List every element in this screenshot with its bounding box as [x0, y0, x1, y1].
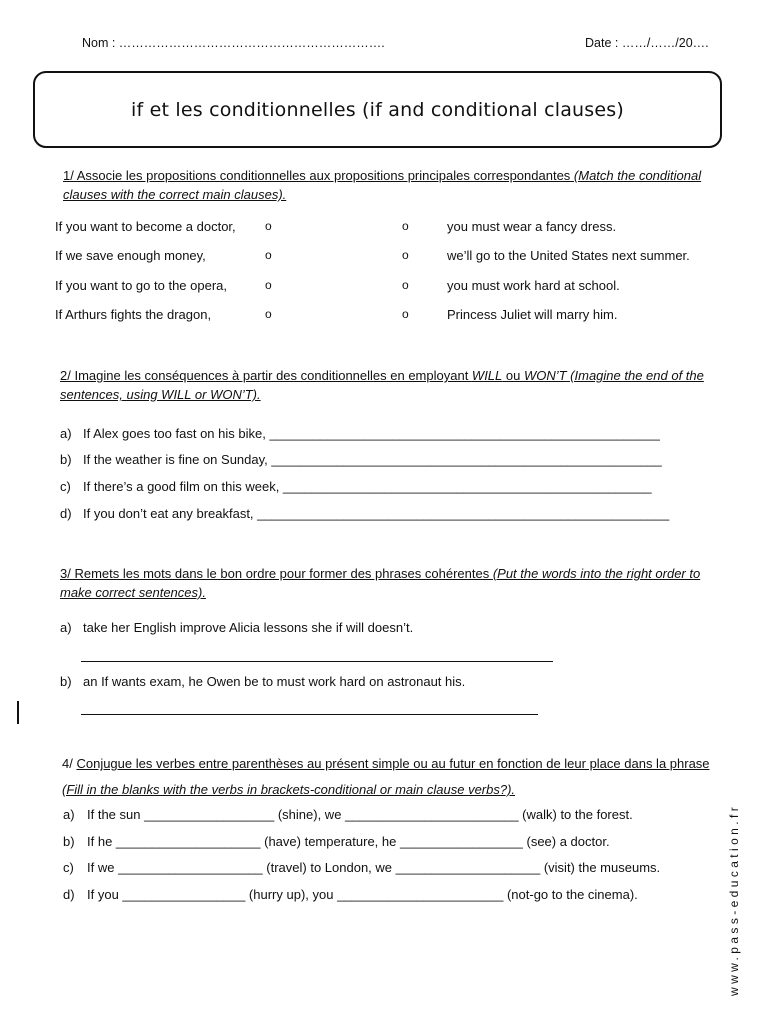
s2-item-b[interactable]: If the weather is fine on Sunday, ______________________________________________________ [83, 452, 662, 467]
s4-letter-c: c) [63, 860, 74, 875]
s2-letter-a: a) [60, 426, 72, 441]
s1-left-1: If you want to become a doctor, [55, 219, 236, 234]
s4-letter-d: d) [63, 887, 75, 902]
section4-instructions [62, 751, 727, 803]
section1-instructions [63, 166, 703, 204]
s4-item-d[interactable]: If you _________________ (hurry up), you _______________________ (not-go to the cinema). [87, 887, 638, 902]
s1-right-1: you must wear a fancy dress. [447, 219, 617, 234]
s1-right-bullet-3[interactable]: o [402, 278, 409, 292]
page-title: if et les conditionnelles (if and conditional clauses) [131, 98, 624, 121]
s4-letter-a: a) [63, 807, 75, 822]
s2-letter-b: b) [60, 452, 72, 467]
s1-right-bullet-4[interactable]: o [402, 307, 409, 321]
s1-left-bullet-4[interactable]: o [265, 307, 272, 321]
s1-right-4: Princess Juliet will marry him. [447, 307, 618, 322]
section3-instr-fr: 3/ Remets les mots dans le bon ordre pour former des phrases cohérentes [60, 566, 493, 581]
s3-answer-line-a[interactable] [81, 661, 553, 662]
section2-ou: ou [502, 368, 524, 383]
section2-instr-en: (Imagine the end of the sentences, using WILL or WON’T). [60, 368, 704, 402]
text-cursor [17, 701, 19, 724]
section1-instr-fr: 1/ Associe les propositions conditionnelles aux propositions principales correspondantes [63, 168, 574, 183]
title-box [33, 71, 722, 148]
s3-item-b: an If wants exam, he Owen be to must work hard on astronaut his. [83, 674, 466, 689]
s2-item-a[interactable]: If Alex goes too fast on his bike, ______________________________________________________ [83, 426, 660, 441]
name-field-label: Nom : ………………………………………………………. [82, 36, 385, 50]
section2-wont: WON’T [523, 368, 567, 383]
section3-instructions [60, 564, 725, 602]
s1-left-bullet-1[interactable]: o [265, 219, 272, 233]
s1-left-4: If Arthurs fights the dragon, [55, 307, 212, 322]
s1-right-2: we’ll go to the United States next summer. [447, 248, 690, 263]
section4-number: 4/ [62, 756, 77, 771]
s2-letter-c: c) [60, 479, 71, 494]
s1-left-bullet-2[interactable]: o [265, 248, 272, 262]
s1-left-2: If we save enough money, [55, 248, 206, 263]
s3-answer-line-b[interactable] [81, 714, 538, 715]
section2-instr-fr: 2/ Imagine les conséquences à partir des conditionnelles en employant [60, 368, 472, 383]
s3-letter-b: b) [60, 674, 72, 689]
s1-left-bullet-3[interactable]: o [265, 278, 272, 292]
s1-right-bullet-2[interactable]: o [402, 248, 409, 262]
section4-instr-fr: Conjugue les verbes entre parenthèses au présent simple ou au futur en fonction de leur place dans la phrase [76, 756, 710, 771]
s3-item-a: take her English improve Alicia lessons she if will doesn’t. [83, 620, 414, 635]
section1-instr-en: (Match the conditional clauses with the correct main clauses). [63, 168, 702, 202]
watermark-url: www.pass-education.fr [727, 803, 741, 996]
s1-left-3: If you want to go to the opera, [55, 278, 228, 293]
s1-right-bullet-1[interactable]: o [402, 219, 409, 233]
s4-item-a[interactable]: If the sun __________________ (shine), we ________________________ (walk) to the forest. [87, 807, 633, 822]
s2-item-c[interactable]: If there’s a good film on this week, ___________________________________________________ [83, 479, 652, 494]
s2-item-d[interactable]: If you don’t eat any breakfast, _________________________________________________________ [83, 506, 670, 521]
section2-will: WILL [471, 368, 503, 383]
date-field-label: Date : ……/……/20…. [585, 36, 709, 50]
s3-letter-a: a) [60, 620, 72, 635]
s4-letter-b: b) [63, 834, 75, 849]
section2-instructions [60, 366, 725, 404]
s4-item-c[interactable]: If we ____________________ (travel) to London, we ____________________ (visit) the museums. [87, 860, 661, 875]
section3-instr-en: (Put the words into the right order to make correct sentences). [60, 566, 701, 600]
section4-instr-en: (Fill in the blanks with the verbs in brackets-conditional or main clause verbs?). [62, 782, 516, 797]
s4-item-b[interactable]: If he ____________________ (have) temperature, he _________________ (see) a doctor. [87, 834, 610, 849]
s1-right-3: you must work hard at school. [447, 278, 620, 293]
s2-letter-d: d) [60, 506, 72, 521]
